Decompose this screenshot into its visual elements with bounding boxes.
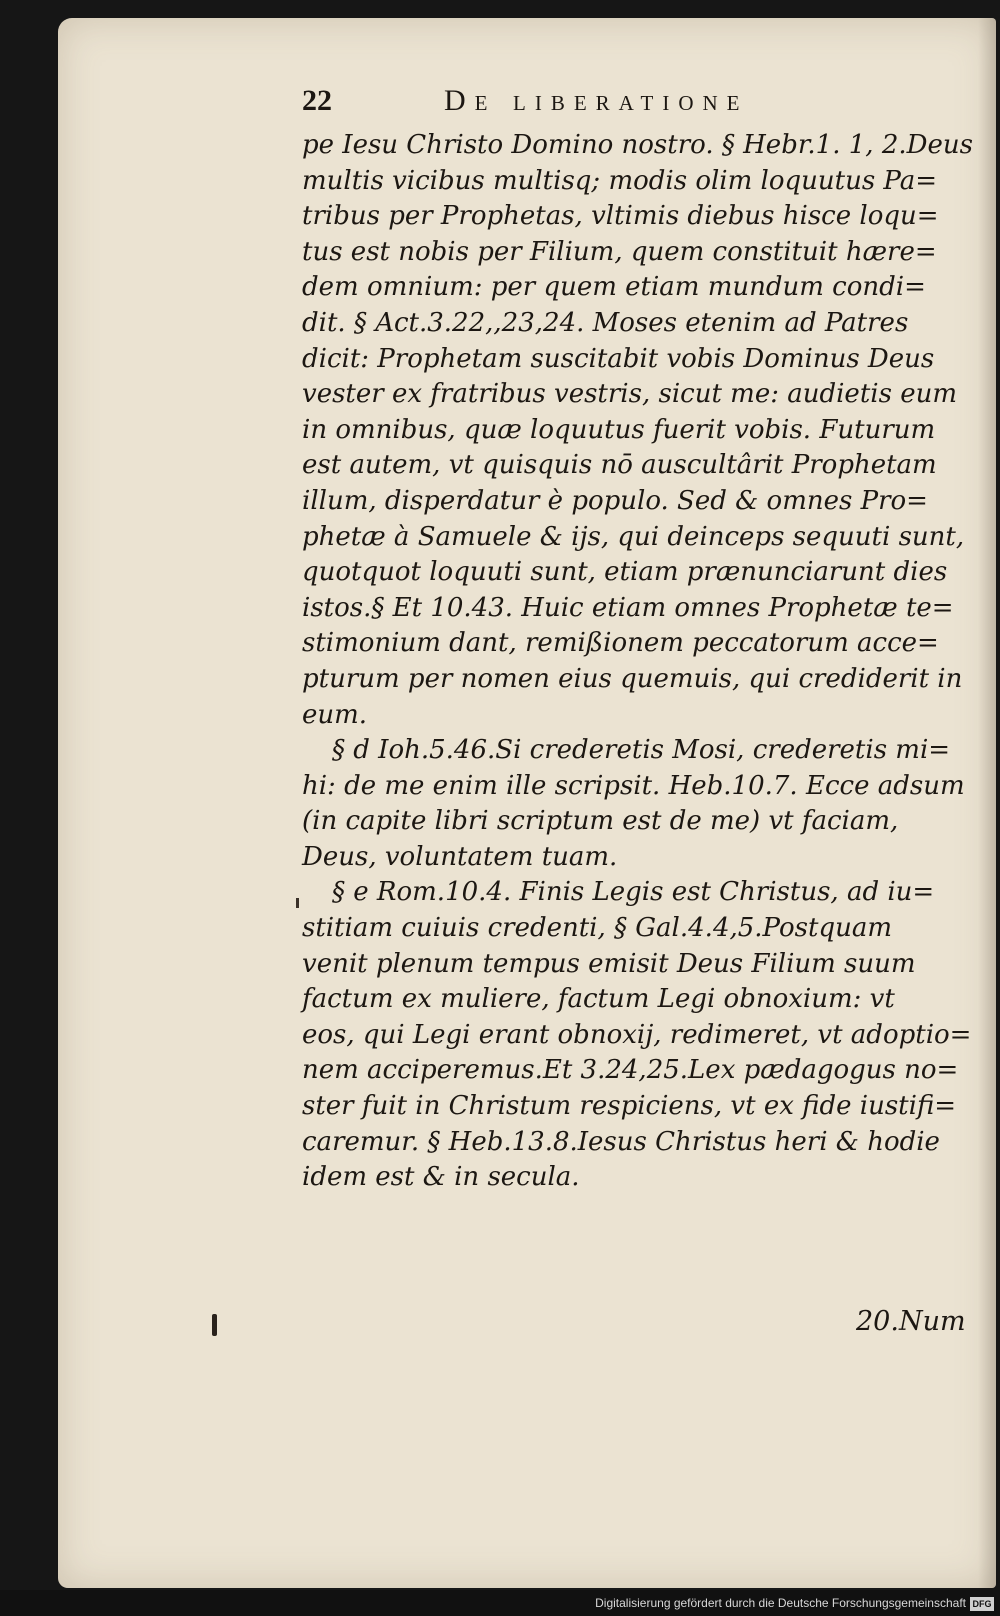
page-number: 22 — [302, 84, 332, 117]
text-line: tus est nobis per Filium, quem constituit hære= — [302, 236, 937, 267]
text-line: pe Iesu Christo Domino nostro. § Hebr.1. 1, 2.Deus — [302, 130, 973, 160]
running-head: De liberatione — [444, 84, 749, 117]
dfg-logo: DFG — [970, 1597, 994, 1611]
text-line: eum. — [302, 699, 368, 730]
main-text — [302, 128, 982, 1196]
text-line: caremur. § Heb.13.8.Iesus Christus heri & hodie — [302, 1126, 940, 1157]
text-line: factum ex muliere, factum Legi obnoxium: vt — [302, 984, 895, 1015]
text-line: hi: de me enim ille scripsit. Heb.10.7. Ecce adsum — [302, 770, 965, 801]
text-line: § d Ioh.5.46.Si crederetis Mosi, crederetis mi= — [332, 735, 951, 766]
text-line: multis vicibus multisq; modis olim loquutus Pa= — [302, 165, 938, 196]
text-line: dicit: Prophetam suscitabit vobis Dominus Deus — [302, 343, 935, 374]
text-line: stitiam cuiuis credenti, § Gal.4.4,5.Postquam — [302, 913, 892, 944]
text-line: vester ex fratribus vestris, sicut me: audietis eum — [302, 379, 957, 410]
text-line: quotquot loquuti sunt, etiam prænunciarunt dies — [302, 557, 948, 588]
text-line: (in capite libri scriptum est de me) vt faciam, — [302, 806, 899, 837]
text-line: phetæ à Samuele & ijs, qui deinceps sequuti sunt, — [302, 521, 965, 552]
text-line: tribus per Prophetas, vltimis diebus hisce loqu= — [302, 201, 939, 232]
text-line: est autem, vt quisquis nō auscultârit Prophetam — [302, 450, 937, 481]
text-line: in omnibus, quæ loquutus fuerit vobis. Futurum — [302, 414, 936, 445]
text-line: dem omnium: per quem etiam mundum condi= — [302, 272, 926, 303]
text-line: eos, qui Legi erant obnoxij, redimeret, vt adoptio= — [302, 1019, 972, 1050]
text-line: istos.§ Et 10.43. Huic etiam omnes Prophetæ te= — [302, 592, 954, 623]
text-line: Deus, voluntatem tuam. — [302, 841, 618, 872]
text-line: stimonium dant, remißionem peccatorum acce= — [302, 628, 939, 659]
text-line: § e Rom.10.4. Finis Legis est Christus, ad iu= — [332, 877, 935, 908]
footer-bar — [0, 1590, 1000, 1616]
text-line: nem acciperemus.Et 3.24,25.Lex pædagogus no= — [302, 1055, 959, 1086]
margin-mark — [296, 898, 299, 908]
page-header — [302, 84, 862, 124]
text-line: illum, disperdatur è populo. Sed & omnes Pro= — [302, 485, 928, 516]
text-line: idem est & in secula. — [302, 1162, 580, 1193]
text-line: venit plenum tempus emisit Deus Filium suum — [302, 948, 916, 979]
text-line: ster fuit in Christum respiciens, vt ex fide iustifi= — [302, 1091, 957, 1122]
funding-credit: Digitalisierung gefördert durch die Deutsche Forschungsgemeinschaft — [595, 1596, 966, 1610]
text-line: pturum per nomen eius quemuis, qui crediderit in — [302, 663, 963, 694]
margin-mark — [212, 1314, 217, 1336]
text-line: dit. § Act.3.22,,23,24. Moses etenim ad Patres — [302, 307, 909, 338]
catchword: 20.Num — [856, 1306, 966, 1337]
